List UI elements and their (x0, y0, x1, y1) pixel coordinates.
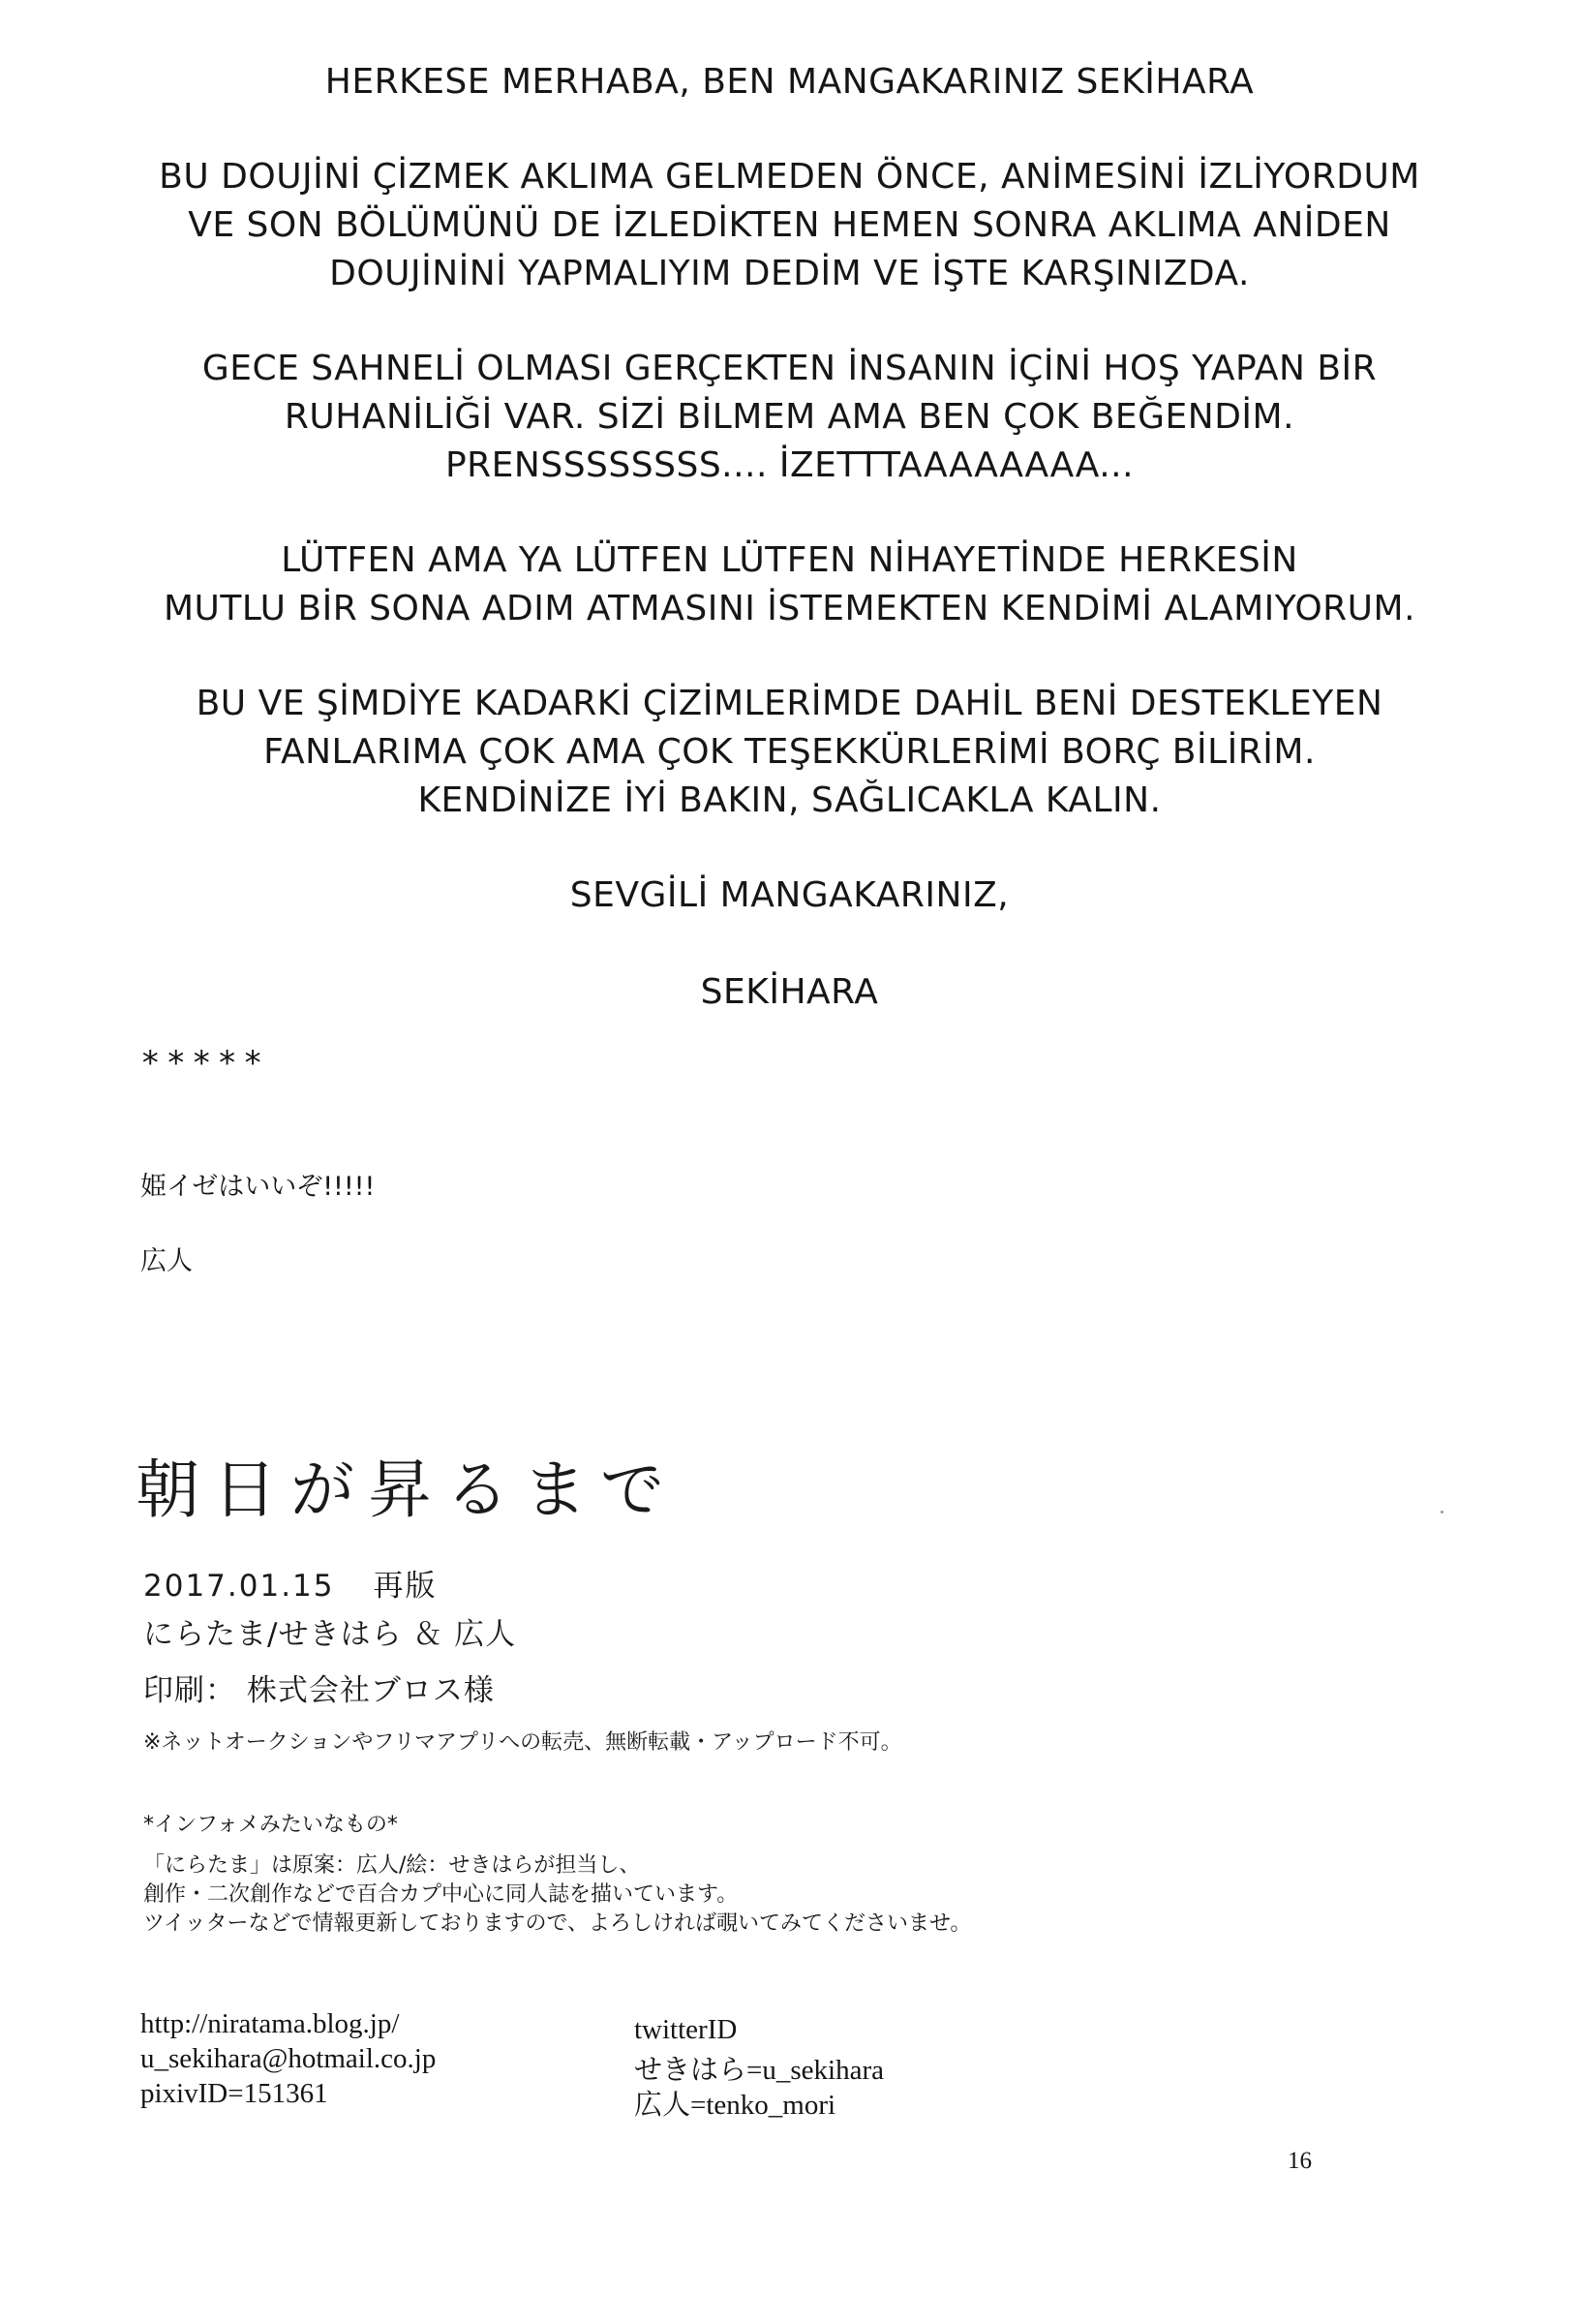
twitter-label: twitterID (634, 2014, 738, 2045)
twitter-id-sekihara: せきはら=u_sekihara (634, 2055, 884, 2086)
contact-block (140, 2006, 436, 2111)
letter-line: BU VE ŞİMDİYE KADARKİ ÇİZİMLERİMDE DAHİL BENİ DESTEKLEYEN (196, 684, 1383, 723)
edition-label: 再版 (373, 1569, 438, 1604)
letter-paragraph (39, 680, 1540, 825)
letter-line: MUTLU BİR SONA ADIM ATMASINI İSTEMEKTEN KENDİMİ ALAMIYORUM. (163, 589, 1416, 628)
afterword-letter (39, 58, 1540, 1017)
letter-closing: SEVGİLİ MANGAKARINIZ, (569, 875, 1010, 915)
letter-line: PRENSSSSSSSS.... İZETTTAAAAAAAA... (444, 445, 1135, 485)
circle-credit: にらたま/せきはら ＆ 広人 (143, 1617, 517, 1652)
resale-notice: ※ネットオークションやフリマアプリへの転売、無断転載・アップロード不可。 (143, 1730, 902, 1755)
section-separator: ***** (140, 1044, 269, 1083)
pixiv-id: pixivID=151361 (140, 2078, 328, 2109)
email-address: u_sekihara@hotmail.co.jp (140, 2043, 437, 2074)
twitter-id-hiroto: 広人=tenko_mori (634, 2090, 836, 2121)
coauthor-signature: 広人 (140, 1246, 193, 1276)
paper-speck (1441, 1511, 1443, 1514)
letter-line: HERKESE MERHABA, BEN MANGAKARINIZ SEKİHARA (324, 62, 1255, 102)
letter-line: KENDİNİZE İYİ BAKIN, SAĞLICAKLA KALIN. (417, 780, 1162, 820)
letter-paragraph (39, 153, 1540, 298)
info-line: 「にらたま」は原案：広人/絵：せきはらが担当し、 (143, 1853, 641, 1878)
info-block (143, 1811, 971, 1939)
letter-paragraph (39, 58, 1540, 107)
letter-paragraph (39, 345, 1540, 490)
info-line: ツイッターなどで情報更新しておりますので、よろしければ覗いてみてくださいませ。 (143, 1911, 972, 1936)
info-heading: *インフォメみたいなもの* (143, 1813, 398, 1837)
letter-line: BU DOUJİNİ ÇİZMEK AKLIMA GELMEDEN ÖNCE, ANİMESİNİ İZLİYORDUM (159, 157, 1420, 197)
letter-line: VE SON BÖLÜMÜNÜ DE İZLEDİKTEN HEMEN SONRA AKLIMA ANİDEN (188, 205, 1391, 245)
twitter-block (634, 2012, 884, 2123)
letter-line: RUHANİLİĞİ VAR. SİZİ BİLMEM AMA BEN ÇOK BEĞENDİM. (284, 397, 1295, 437)
letter-signature: SEKİHARA (700, 972, 879, 1012)
book-title: 朝日が昇るまで (136, 1452, 678, 1527)
blog-url: http://niratama.blog.jp/ (140, 2008, 400, 2039)
letter-line: DOUJİNİNİ YAPMALIYIM DEDİM VE İŞTE KARŞINIZDA. (329, 254, 1250, 293)
page-number: 16 (1288, 2148, 1312, 2174)
letter-line: LÜTFEN AMA YA LÜTFEN LÜTFEN NİHAYETİNDE HERKESİN (281, 540, 1298, 580)
letter-line: FANLARIMA ÇOK AMA ÇOK TEŞEKKÜRLERİMİ BORÇ BİLİRİM. (263, 732, 1316, 772)
publication-date-line (143, 1561, 438, 1605)
letter-line: GECE SAHNELİ OLMASI GERÇEKTEN İNSANIN İÇİNİ HOŞ YAPAN BİR (201, 349, 1378, 388)
info-line: 創作・二次創作などで百合カプ中心に同人誌を描いています。 (143, 1882, 739, 1907)
letter-paragraph (39, 536, 1540, 633)
coauthor-note: 姫イゼはいいぞ!!!!! (140, 1172, 376, 1202)
publication-date: 2017.01.15 (143, 1569, 335, 1604)
printer-credit: 印刷： 株式会社ブロス様 (143, 1673, 495, 1708)
